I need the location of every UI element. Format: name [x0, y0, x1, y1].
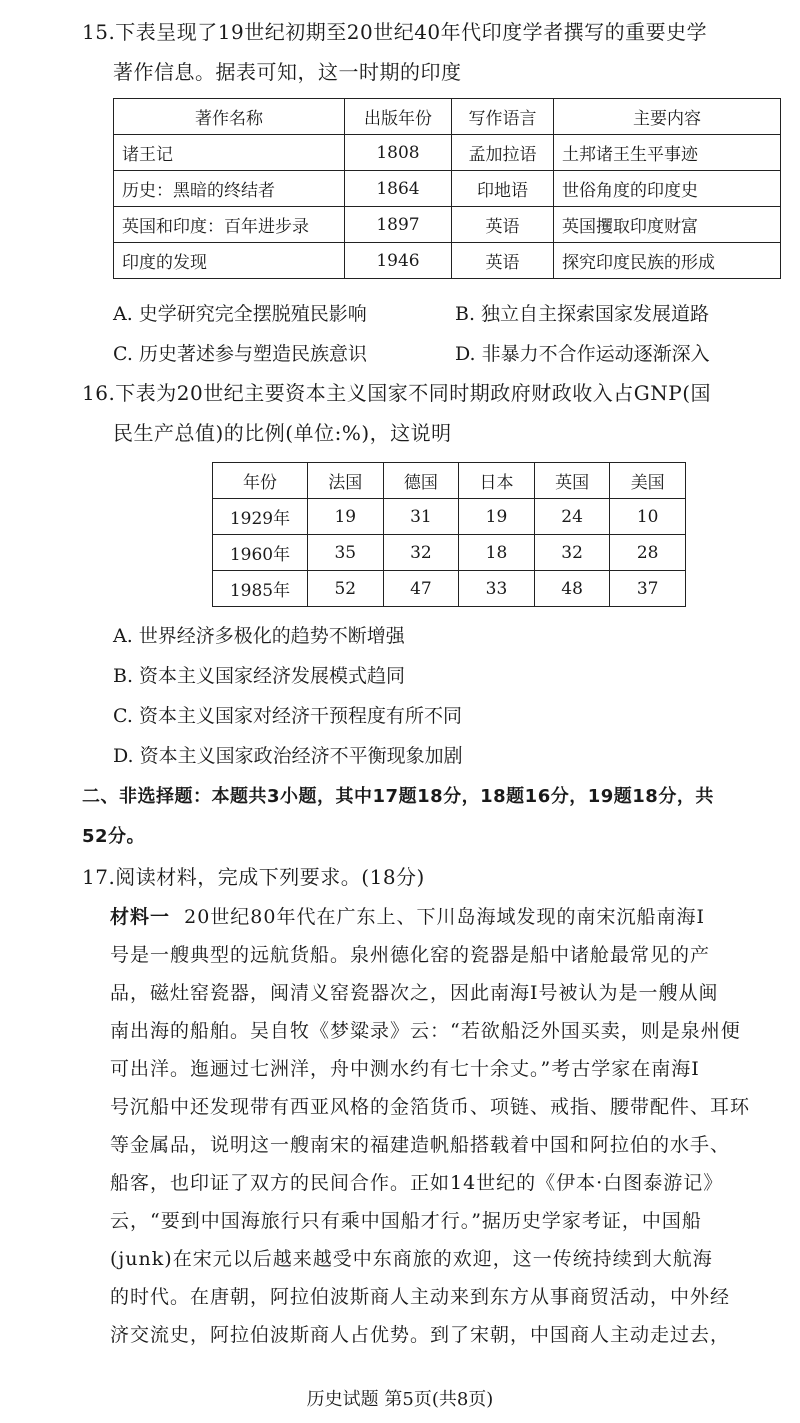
table-row: [213, 499, 686, 535]
table-cell: 1946: [345, 243, 452, 279]
table-cell: 1864: [345, 171, 452, 207]
table-cell: 32: [383, 535, 459, 571]
table-cell: 印度的发现: [114, 243, 345, 279]
table-cell: 英语: [452, 243, 554, 279]
table-row: [114, 243, 781, 279]
table-header-row: [213, 463, 686, 499]
table-row: [114, 135, 781, 171]
table-row: [114, 171, 781, 207]
table-cell: 33: [459, 571, 535, 607]
q15-option-c: C. 历史著述参与塑造民族意识: [113, 343, 367, 365]
table-header: 主要内容: [554, 99, 781, 135]
q17-material-line: 的时代。在唐朝，阿拉伯波斯商人主动来到东方从事商贸活动，中外经: [110, 1286, 731, 1308]
table-cell: 47: [383, 571, 459, 607]
page-footer: 历史试题 第5页(共8页): [306, 1389, 494, 1410]
table-cell: 28: [610, 535, 686, 571]
table-header: 写作语言: [452, 99, 554, 135]
table-row: [213, 571, 686, 607]
table-header: 法国: [308, 463, 384, 499]
q17-material-label: 材料一: [110, 906, 171, 928]
table-cell: 探究印度民族的形成: [554, 243, 781, 279]
table-header: 出版年份: [345, 99, 452, 135]
table-cell: 1960年: [213, 535, 308, 571]
q15-table: [113, 98, 781, 279]
q15-stem-line2: 著作信息。据表可知，这一时期的印度: [113, 60, 462, 84]
q16-option-a: A. 世界经济多极化的趋势不断增强: [113, 625, 405, 647]
q16-table: [212, 462, 686, 607]
table-cell: 32: [534, 535, 610, 571]
q17-title: 17.阅读材料，完成下列要求。(18分): [82, 865, 425, 889]
table-cell: 19: [459, 499, 535, 535]
q16-stem-line2: 民生产总值)的比例(单位:%)，这说明: [113, 421, 452, 445]
q17-material-line: 云，“要到中国海旅行只有乘中国船才行。”据历史学家考证，中国船: [110, 1210, 702, 1232]
q17-material-line: 济交流史，阿拉伯波斯商人占优势。到了宋朝，中国商人主动走过去，: [110, 1324, 731, 1346]
table-cell: 1985年: [213, 571, 308, 607]
table-cell: 诸王记: [114, 135, 345, 171]
q17-material-text: 20世纪80年代在广东上、下川岛海域发现的南宋沉船南海Ⅰ: [184, 906, 705, 928]
table-cell: 英国攫取印度财富: [554, 207, 781, 243]
table-cell: 英国和印度：百年进步录: [114, 207, 345, 243]
table-header: 德国: [383, 463, 459, 499]
q15-option-d: D. 非暴力不合作运动逐渐深入: [455, 343, 710, 365]
section-heading-line1: 二、非选择题：本题共3小题，其中17题18分，18题16分，19题18分，共: [82, 786, 714, 807]
table-cell: 24: [534, 499, 610, 535]
q17-material-line: [110, 902, 705, 932]
table-row: [213, 535, 686, 571]
q17-material-line: (junk)在宋元以后越来越受中东商旅的欢迎，这一传统持续到大航海: [110, 1248, 713, 1270]
table-cell: 印地语: [452, 171, 554, 207]
q17-material-line: 品，磁灶窑瓷器，闽清义窑瓷器次之，因此南海Ⅰ号被认为是一艘从闽: [110, 982, 719, 1004]
q17-material-line: 等金属品，说明这一艘南宋的福建造帆船搭载着中国和阿拉伯的水手、: [110, 1134, 731, 1156]
table-cell: 19: [308, 499, 384, 535]
table-cell: 世俗角度的印度史: [554, 171, 781, 207]
table-cell: 历史：黑暗的终结者: [114, 171, 345, 207]
table-header: 日本: [459, 463, 535, 499]
table-header: 著作名称: [114, 99, 345, 135]
table-cell: 37: [610, 571, 686, 607]
table-cell: 48: [534, 571, 610, 607]
table-header-row: [114, 99, 781, 135]
section-heading-line2: 52分。: [82, 826, 146, 847]
table-cell: 1929年: [213, 499, 308, 535]
q17-material-line: 南出海的船舶。吴自牧《梦粱录》云：“若欲船泛外国买卖，则是泉州便: [110, 1020, 741, 1042]
table-cell: 1897: [345, 207, 452, 243]
q16-option-d: D. 资本主义国家政治经济不平衡现象加剧: [113, 745, 463, 767]
q15-option-a: A. 史学研究完全摆脱殖民影响: [113, 303, 367, 325]
q17-material-line: 可出洋。迤逦过七洲洋，舟中测水约有七十余丈。”考古学家在南海Ⅰ: [110, 1058, 700, 1080]
table-cell: 52: [308, 571, 384, 607]
table-cell: 31: [383, 499, 459, 535]
table-header: 年份: [213, 463, 308, 499]
table-row: [114, 207, 781, 243]
q16-option-c: C. 资本主义国家对经济干预程度有所不同: [113, 705, 462, 727]
q17-material-line: 号沉船中还发现带有西亚风格的金箔货币、项链、戒指、腰带配件、耳环: [110, 1096, 751, 1118]
table-header: 英国: [534, 463, 610, 499]
q15-option-b: B. 独立自主探索国家发展道路: [455, 303, 710, 325]
table-header: 美国: [610, 463, 686, 499]
table-cell: 孟加拉语: [452, 135, 554, 171]
table-cell: 1808: [345, 135, 452, 171]
q17-material-line: 号是一艘典型的远航货船。泉州德化窑的瓷器是船中诸舱最常见的产: [110, 944, 711, 966]
q17-material-line: 船客，也印证了双方的民间合作。正如14世纪的《伊本·白图泰游记》: [110, 1172, 724, 1194]
q16-stem-line1: 16.下表为20世纪主要资本主义国家不同时期政府财政收入占GNP(国: [82, 381, 711, 405]
q15-stem-line1: 15.下表呈现了19世纪初期至20世纪40年代印度学者撰写的重要史学: [82, 20, 708, 44]
table-cell: 35: [308, 535, 384, 571]
table-cell: 18: [459, 535, 535, 571]
table-cell: 土邦诸王生平事迹: [554, 135, 781, 171]
table-cell: 英语: [452, 207, 554, 243]
q16-option-b: B. 资本主义国家经济发展模式趋同: [113, 665, 406, 687]
table-cell: 10: [610, 499, 686, 535]
